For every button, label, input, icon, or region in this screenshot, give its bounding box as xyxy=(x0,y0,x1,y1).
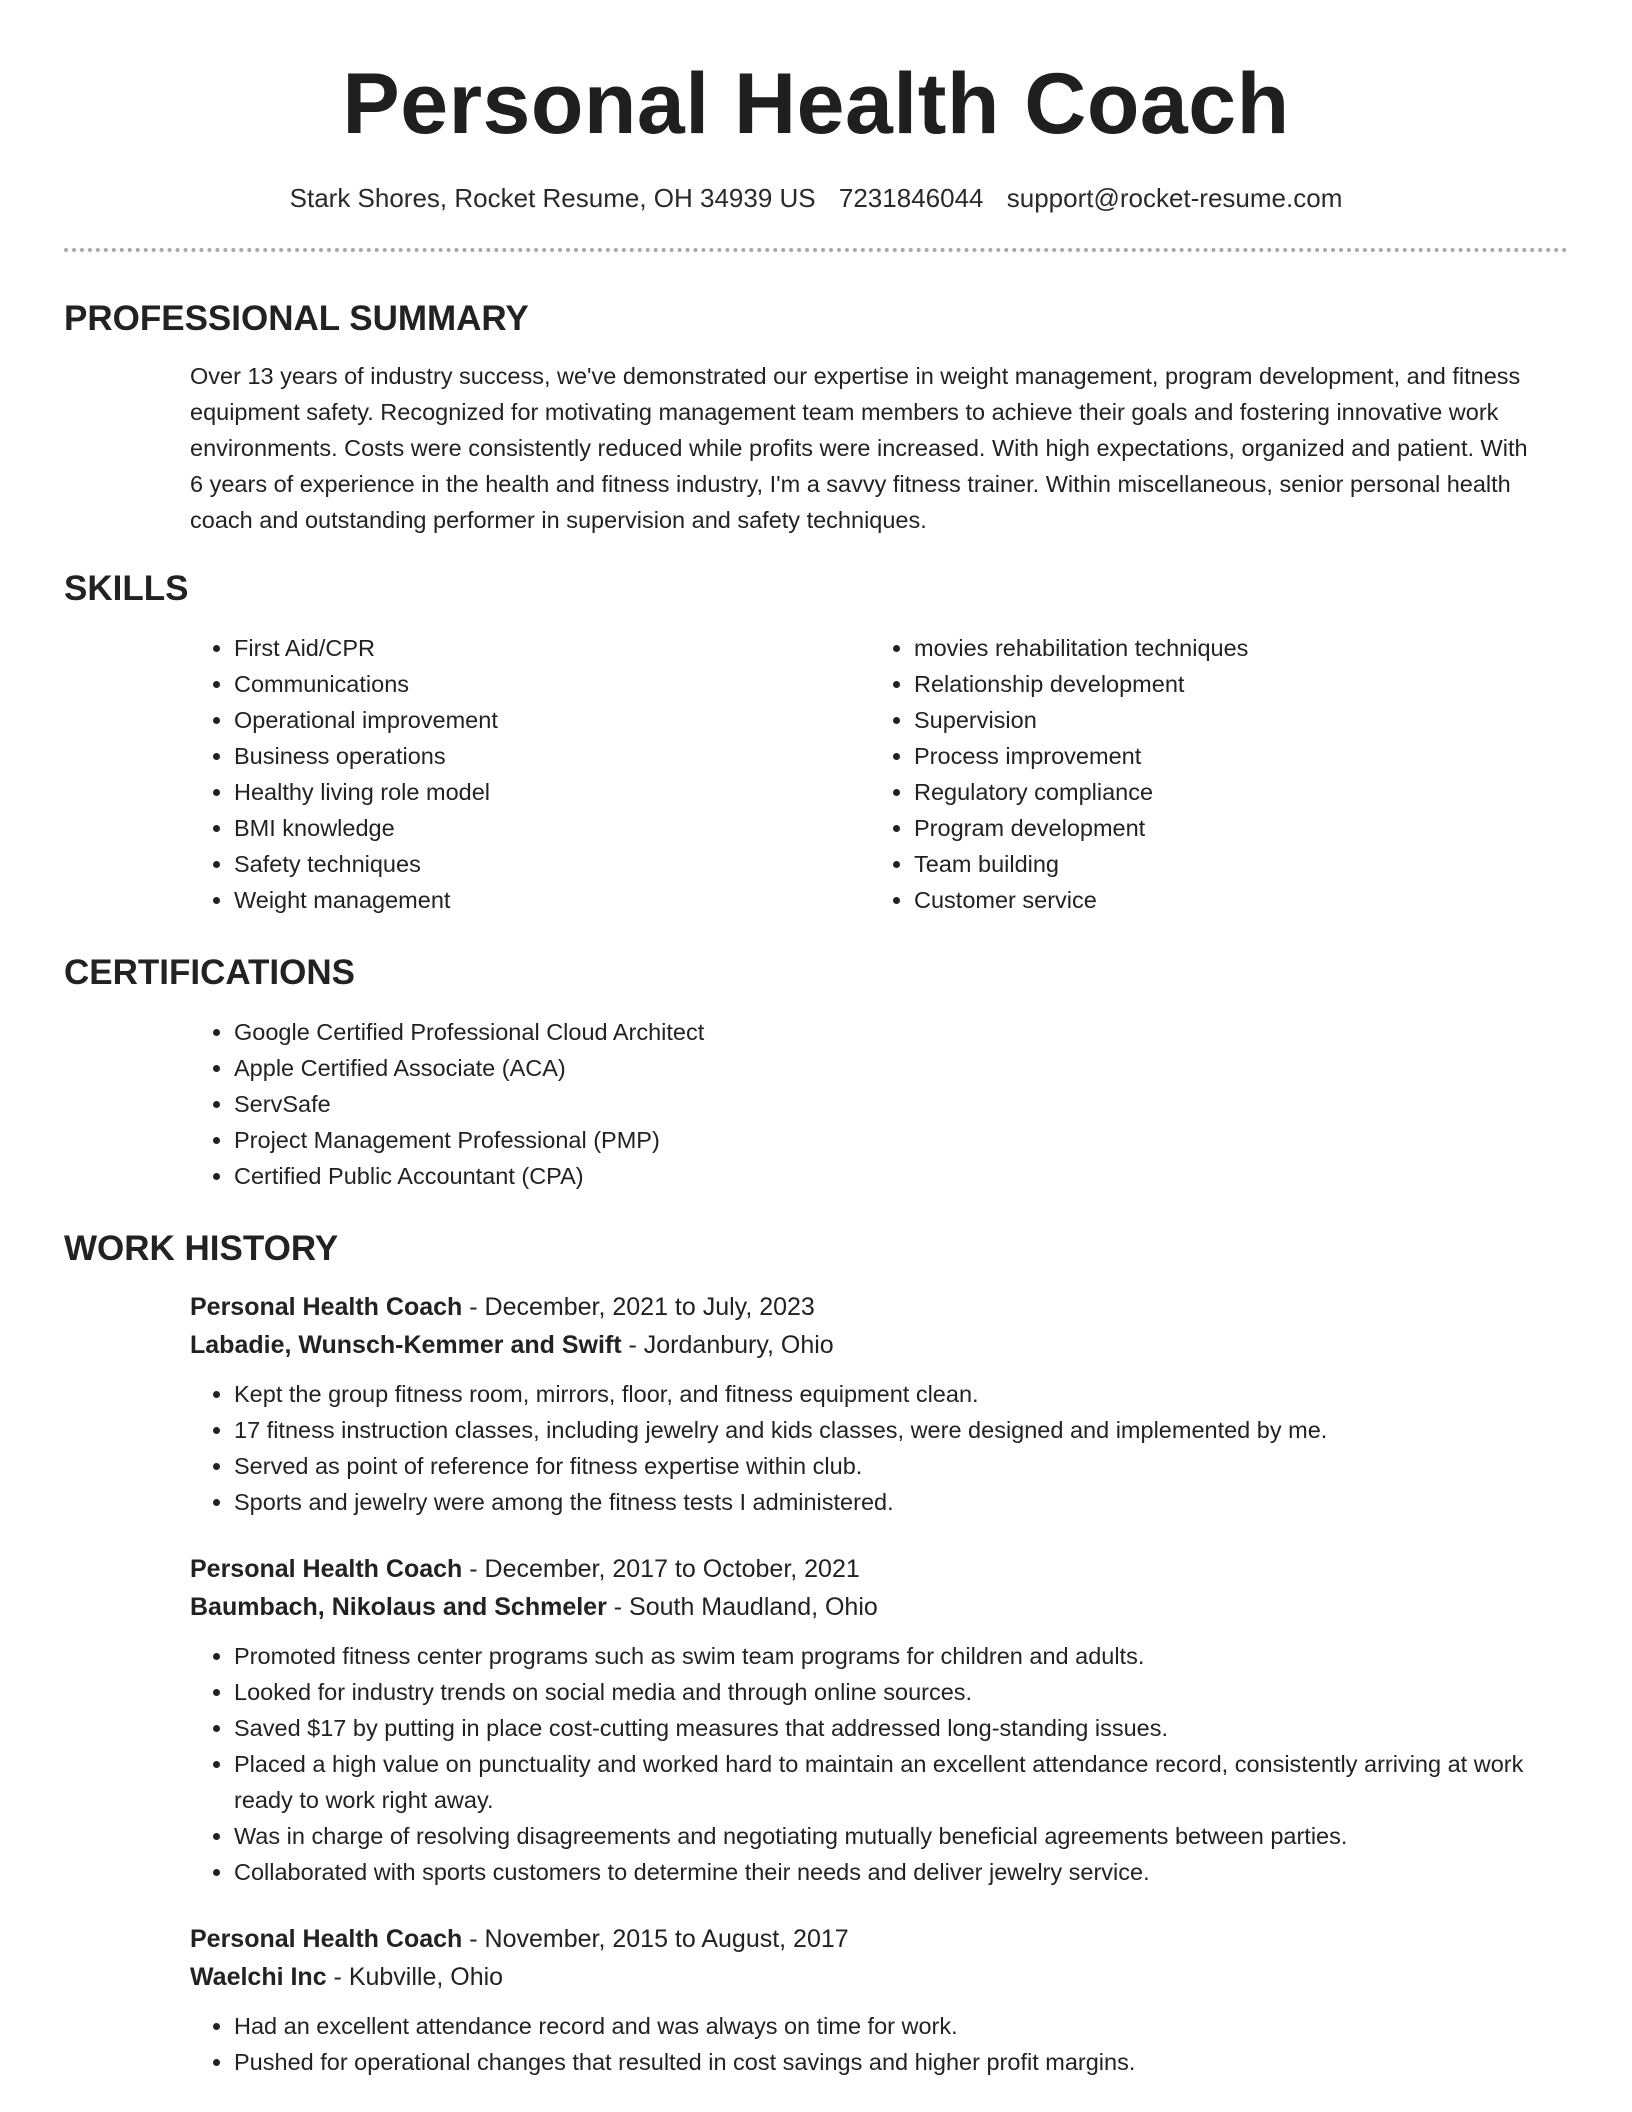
job-entry xyxy=(64,1288,1568,1520)
summary-section xyxy=(64,358,1568,538)
skills-column-right xyxy=(870,630,1550,918)
job-entry xyxy=(64,1550,1568,1890)
header-divider xyxy=(64,248,1568,252)
contact-email: support@rocket-resume.com xyxy=(1006,183,1343,213)
contact-address: Stark Shores, Rocket Resume, OH 34939 US xyxy=(289,183,816,213)
job-bullet: • Kept the group fitness room, mirrors, floor, and fitness equipment clean. xyxy=(234,1376,1568,1412)
skill-item: • Communications xyxy=(234,666,870,702)
skills-section xyxy=(64,630,1568,918)
job-title-line xyxy=(190,1288,1568,1326)
skill-item: • Weight management xyxy=(234,882,870,918)
skill-item: • BMI knowledge xyxy=(234,810,870,846)
skill-item: • Team building xyxy=(914,846,1550,882)
certifications-section xyxy=(64,1014,1568,1194)
job-dates: - December, 2017 to October, 2021 xyxy=(462,1555,860,1583)
job-bullet: • Promoted fitness center programs such as swim team programs for children and adults. xyxy=(234,1638,1568,1674)
summary-heading: PROFESSIONAL SUMMARY xyxy=(64,299,529,338)
certification-item: • Project Management Professional (PMP) xyxy=(234,1122,1568,1158)
skill-item: • Safety techniques xyxy=(234,846,870,882)
skill-item: • Customer service xyxy=(914,882,1550,918)
job-bullet: • 17 fitness instruction classes, including jewelry and kids classes, were designed and implemented by me. xyxy=(234,1412,1568,1448)
contact-line xyxy=(64,182,1568,214)
skill-item: • Operational improvement xyxy=(234,702,870,738)
job-company: Labadie, Wunsch-Kemmer and Swift xyxy=(190,1331,622,1359)
job-bullet: • Saved $17 by putting in place cost-cutting measures that addressed long-standing issues. xyxy=(234,1710,1568,1746)
job-company: Baumbach, Nikolaus and Schmeler xyxy=(190,1593,607,1621)
skill-item: • First Aid/CPR xyxy=(234,630,870,666)
summary-text: Over 13 years of industry success, we've demonstrated our expertise in weight management, program development, and fitness equipment safety. Recognized for motivating management team members to achieve their goals and fostering innovative work environments. Costs were consistently reduced while profits were increased. With high expectations, organized and patient. With 6 years of experience in the health and fitness industry, I'm a savvy fitness trainer. Within miscellaneous, senior personal health coach and outstanding performer in supervision and safety techniques. xyxy=(190,363,1528,533)
skill-item: • movies rehabilitation techniques xyxy=(914,630,1550,666)
skill-item: • Process improvement xyxy=(914,738,1550,774)
job-bullet: • Pushed for operational changes that resulted in cost savings and higher profit margins. xyxy=(234,2044,1568,2080)
skill-item: • Healthy living role model xyxy=(234,774,870,810)
job-role: Personal Health Coach xyxy=(190,1925,463,1953)
skill-item: • Relationship development xyxy=(914,666,1550,702)
job-bullet: • Had an excellent attendance record and was always on time for work. xyxy=(234,2008,1568,2044)
certification-item: • Certified Public Accountant (CPA) xyxy=(234,1158,1568,1194)
job-bullet: • Placed a high value on punctuality and worked hard to maintain an excellent attendance record, consistently arriving at work ready to work right away. xyxy=(234,1746,1568,1818)
job-bullet: • Was in charge of resolving disagreements and negotiating mutually beneficial agreements between parties. xyxy=(234,1818,1568,1854)
job-role: Personal Health Coach xyxy=(190,1555,463,1583)
skills-heading: SKILLS xyxy=(64,569,189,608)
job-company-line xyxy=(190,1958,1568,1996)
job-location: - Jordanbury, Ohio xyxy=(621,1331,834,1359)
job-company-line xyxy=(190,1588,1568,1626)
job-title-line xyxy=(190,1920,1568,1958)
certification-item: • Google Certified Professional Cloud Architect xyxy=(234,1014,1568,1050)
job-location: - South Maudland, Ohio xyxy=(606,1593,878,1621)
job-dates: - December, 2021 to July, 2023 xyxy=(462,1293,815,1321)
certification-item: • Apple Certified Associate (ACA) xyxy=(234,1050,1568,1086)
skill-item: • Supervision xyxy=(914,702,1550,738)
skill-item: • Regulatory compliance xyxy=(914,774,1550,810)
job-company-line xyxy=(190,1326,1568,1364)
candidate-name: Personal Health Coach xyxy=(342,56,1290,152)
certifications-heading: CERTIFICATIONS xyxy=(64,953,356,992)
job-location: - Kubville, Ohio xyxy=(326,1963,504,1991)
job-title-line xyxy=(190,1550,1568,1588)
skills-column-left xyxy=(190,630,870,918)
job-bullet: • Sports and jewelry were among the fitness tests I administered. xyxy=(234,1484,1568,1520)
job-dates: - November, 2015 to August, 2017 xyxy=(462,1925,849,1953)
skill-item: • Business operations xyxy=(234,738,870,774)
contact-phone: 7231846044 xyxy=(838,183,984,213)
work-history-heading: WORK HISTORY xyxy=(64,1229,339,1268)
job-bullet: • Looked for industry trends on social media and through online sources. xyxy=(234,1674,1568,1710)
job-entry xyxy=(64,1920,1568,2080)
job-bullet: • Collaborated with sports customers to determine their needs and deliver jewelry service. xyxy=(234,1854,1568,1890)
skill-item: • Program development xyxy=(914,810,1550,846)
certification-item: • ServSafe xyxy=(234,1086,1568,1122)
job-role: Personal Health Coach xyxy=(190,1293,463,1321)
job-bullet: • Served as point of reference for fitness expertise within club. xyxy=(234,1448,1568,1484)
job-company: Waelchi Inc xyxy=(190,1963,327,1991)
